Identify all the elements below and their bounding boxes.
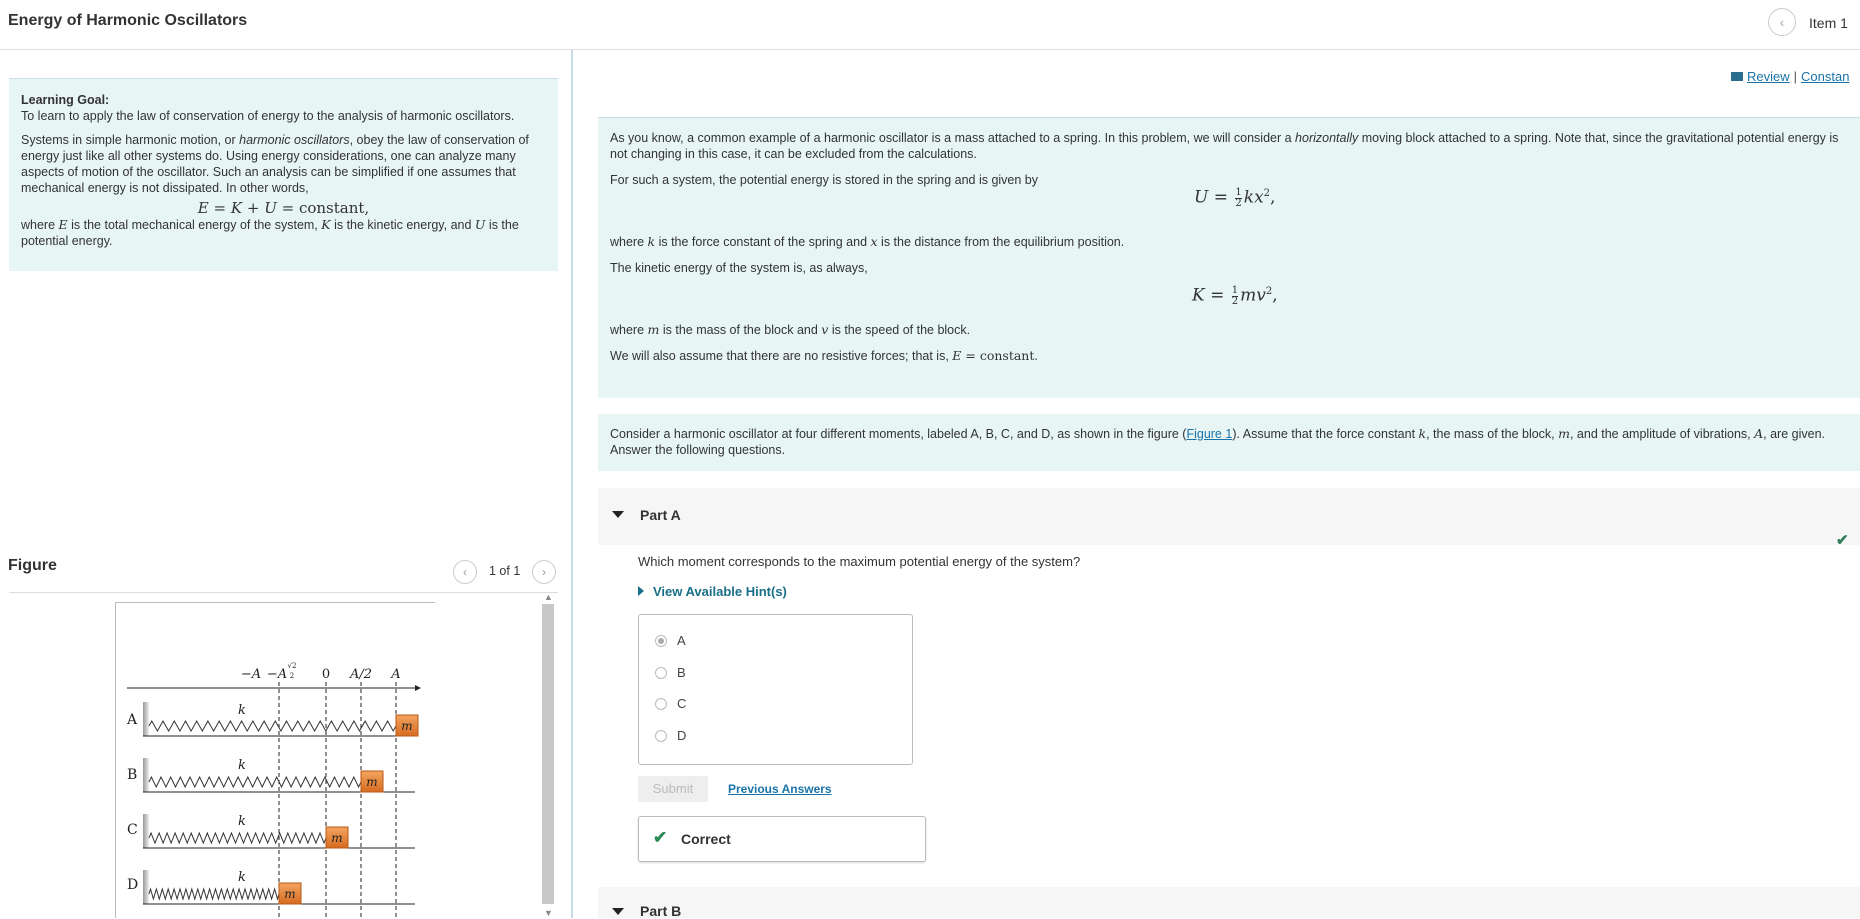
collapse-triangle-icon	[612, 511, 624, 518]
mass-label: m	[366, 775, 378, 789]
row-label: A	[127, 712, 138, 728]
learning-goal-definitions: where E is the total mechanical energy of the system, K is the kinetic energy, and U is the potential energy.	[21, 217, 519, 248]
view-hints-toggle[interactable]: View Available Hint(s)	[638, 584, 787, 599]
row-b	[127, 758, 415, 792]
choice-c[interactable]: C	[655, 696, 686, 711]
answer-choices	[638, 614, 913, 765]
chevron-left-icon: ‹	[463, 565, 467, 579]
top-header	[0, 0, 1860, 50]
part-a-header[interactable]	[598, 488, 1860, 545]
spring	[149, 833, 326, 843]
previous-item-button[interactable]	[1768, 8, 1796, 36]
radio-button[interactable]	[655, 730, 667, 742]
radio-button[interactable]	[655, 698, 667, 710]
tick-label-neg-a: −A	[240, 667, 262, 682]
tick-label-neg-a-root2: −A	[266, 667, 288, 682]
radio-button[interactable]	[655, 635, 667, 647]
chevron-right-icon: ›	[542, 565, 546, 579]
scroll-down-icon[interactable]: ▼	[544, 908, 553, 918]
part-a-complete-check-icon: ✔	[1836, 532, 1849, 549]
feedback-text: Correct	[681, 831, 731, 847]
intro-paragraph-2: For such a system, the potential energy is stored in the spring and is given by	[610, 173, 1039, 187]
intro-paragraph-5: where m is the mass of the block and v is the speed of the block.	[610, 322, 971, 337]
spring-label: k	[238, 758, 246, 773]
collapse-triangle-icon	[612, 908, 624, 915]
feedback-box	[638, 816, 926, 862]
radio-button[interactable]	[655, 667, 667, 679]
figure-next-button[interactable]	[532, 560, 556, 584]
figure-scrollbar[interactable]	[540, 592, 556, 918]
tick-label-zero: 0	[321, 667, 331, 682]
part-b-header[interactable]	[598, 887, 1860, 918]
row-a	[126, 702, 418, 736]
link-separator: |	[1793, 69, 1798, 84]
mass-label: m	[331, 831, 343, 845]
row-label: B	[127, 767, 138, 783]
submit-button[interactable]: Submit	[638, 776, 708, 802]
choice-d[interactable]: D	[655, 728, 686, 743]
review-link[interactable]: Review	[1747, 69, 1790, 84]
spring-label: k	[238, 870, 246, 885]
learning-goal-text: To learn to apply the law of conservation of energy to the analysis of harmonic oscillators.	[21, 109, 515, 123]
consider-box: Consider a harmonic oscillator at four different moments, labeled A, B, C, and D, as shown in the figure (Figure 1). Assume that the force constant k, the mass of the block, m, and the amplitude of vibrations, A, are given. Answer the following questions.	[598, 414, 1860, 471]
learning-goal-title: Learning Goal:	[21, 93, 110, 107]
figure-title: Figure	[8, 557, 57, 574]
part-a-question: Which moment corresponds to the maximum potential energy of the system?	[638, 554, 1081, 569]
potential-energy-equation: U = $\frac{1}{2}$ $kx^2$,	[1194, 186, 1276, 209]
axis-arrow	[415, 685, 421, 691]
expand-triangle-icon	[638, 586, 644, 596]
choice-a[interactable]: A	[655, 633, 686, 648]
spring	[149, 721, 396, 731]
mass-label: m	[284, 887, 296, 901]
tick-label-root2-den: 2	[289, 672, 295, 680]
wall	[143, 702, 149, 736]
part-b-label: Part B	[640, 903, 682, 919]
scroll-thumb[interactable]	[542, 604, 554, 904]
learning-goal-box	[9, 78, 558, 271]
scroll-up-icon[interactable]: ▲	[544, 592, 553, 602]
figure-1-link[interactable]: Figure 1	[1186, 427, 1233, 441]
book-icon	[1731, 72, 1743, 81]
intro-paragraph-6: We will also assume that there are no resistive forces; that is, E = constant.	[610, 348, 1038, 363]
intro-box	[598, 117, 1860, 398]
part-a-label: Part A	[640, 507, 681, 523]
learning-goal-paragraph: Systems in simple harmonic motion, or harmonic oscillators, obey the law of conservation of energy just like all other systems do. Using energy considerations, one can analyze many aspects of motion of the oscillator. Such an analysis can be simplified if one assumes that mechanical energy is not dissipated. In other words,	[21, 133, 529, 195]
spring	[149, 889, 279, 899]
row-label: D	[127, 877, 139, 893]
item-counter: Item 1	[1809, 15, 1848, 31]
intro-paragraph-3: where k is the force constant of the spring and x is the distance from the equilibrium position.	[610, 234, 1125, 249]
mass-label: m	[401, 719, 413, 733]
row-label: C	[127, 822, 138, 838]
checkmark-icon: ✔	[653, 828, 668, 847]
kinetic-energy-equation: K = $\frac{1}{2}$ $mv^2$,	[1192, 284, 1278, 307]
intro-paragraph-4: The kinetic energy of the system is, as always,	[610, 261, 868, 275]
row-c	[127, 814, 415, 848]
wall	[143, 758, 149, 792]
constants-link[interactable]: Constan	[1801, 69, 1850, 84]
tick-label-root2-num: √2	[287, 662, 297, 670]
figure-prev-button[interactable]	[453, 560, 477, 584]
resource-links	[1731, 69, 1849, 84]
pane-divider[interactable]	[571, 50, 573, 918]
wall	[143, 814, 149, 848]
chevron-left-icon: ‹	[1779, 14, 1785, 30]
tick-label-a: A	[391, 667, 401, 682]
tick-label-half-a: A/2	[349, 667, 373, 682]
page-title: Energy of Harmonic Oscillators	[8, 12, 248, 29]
wall	[143, 870, 149, 904]
previous-answers-link[interactable]: Previous Answers	[728, 782, 832, 796]
figure-counter: 1 of 1	[489, 564, 521, 578]
intro-paragraph-1: As you know, a common example of a harmonic oscillator is a mass attached to a spring. In this problem, we will consider a horizontally moving block attached to a spring. Note that, since the gravitational potential energy is not changing in this case, it can be excluded from the calculations.	[610, 131, 1839, 161]
spring-label: k	[238, 814, 246, 829]
spring	[149, 777, 361, 787]
spring-label: k	[238, 703, 246, 718]
spring-oscillator-figure	[115, 602, 435, 918]
choice-b[interactable]: B	[655, 665, 686, 680]
energy-conservation-equation: E = K + U = constant,	[197, 199, 370, 217]
figure-divider	[9, 592, 558, 593]
row-d	[127, 870, 415, 904]
